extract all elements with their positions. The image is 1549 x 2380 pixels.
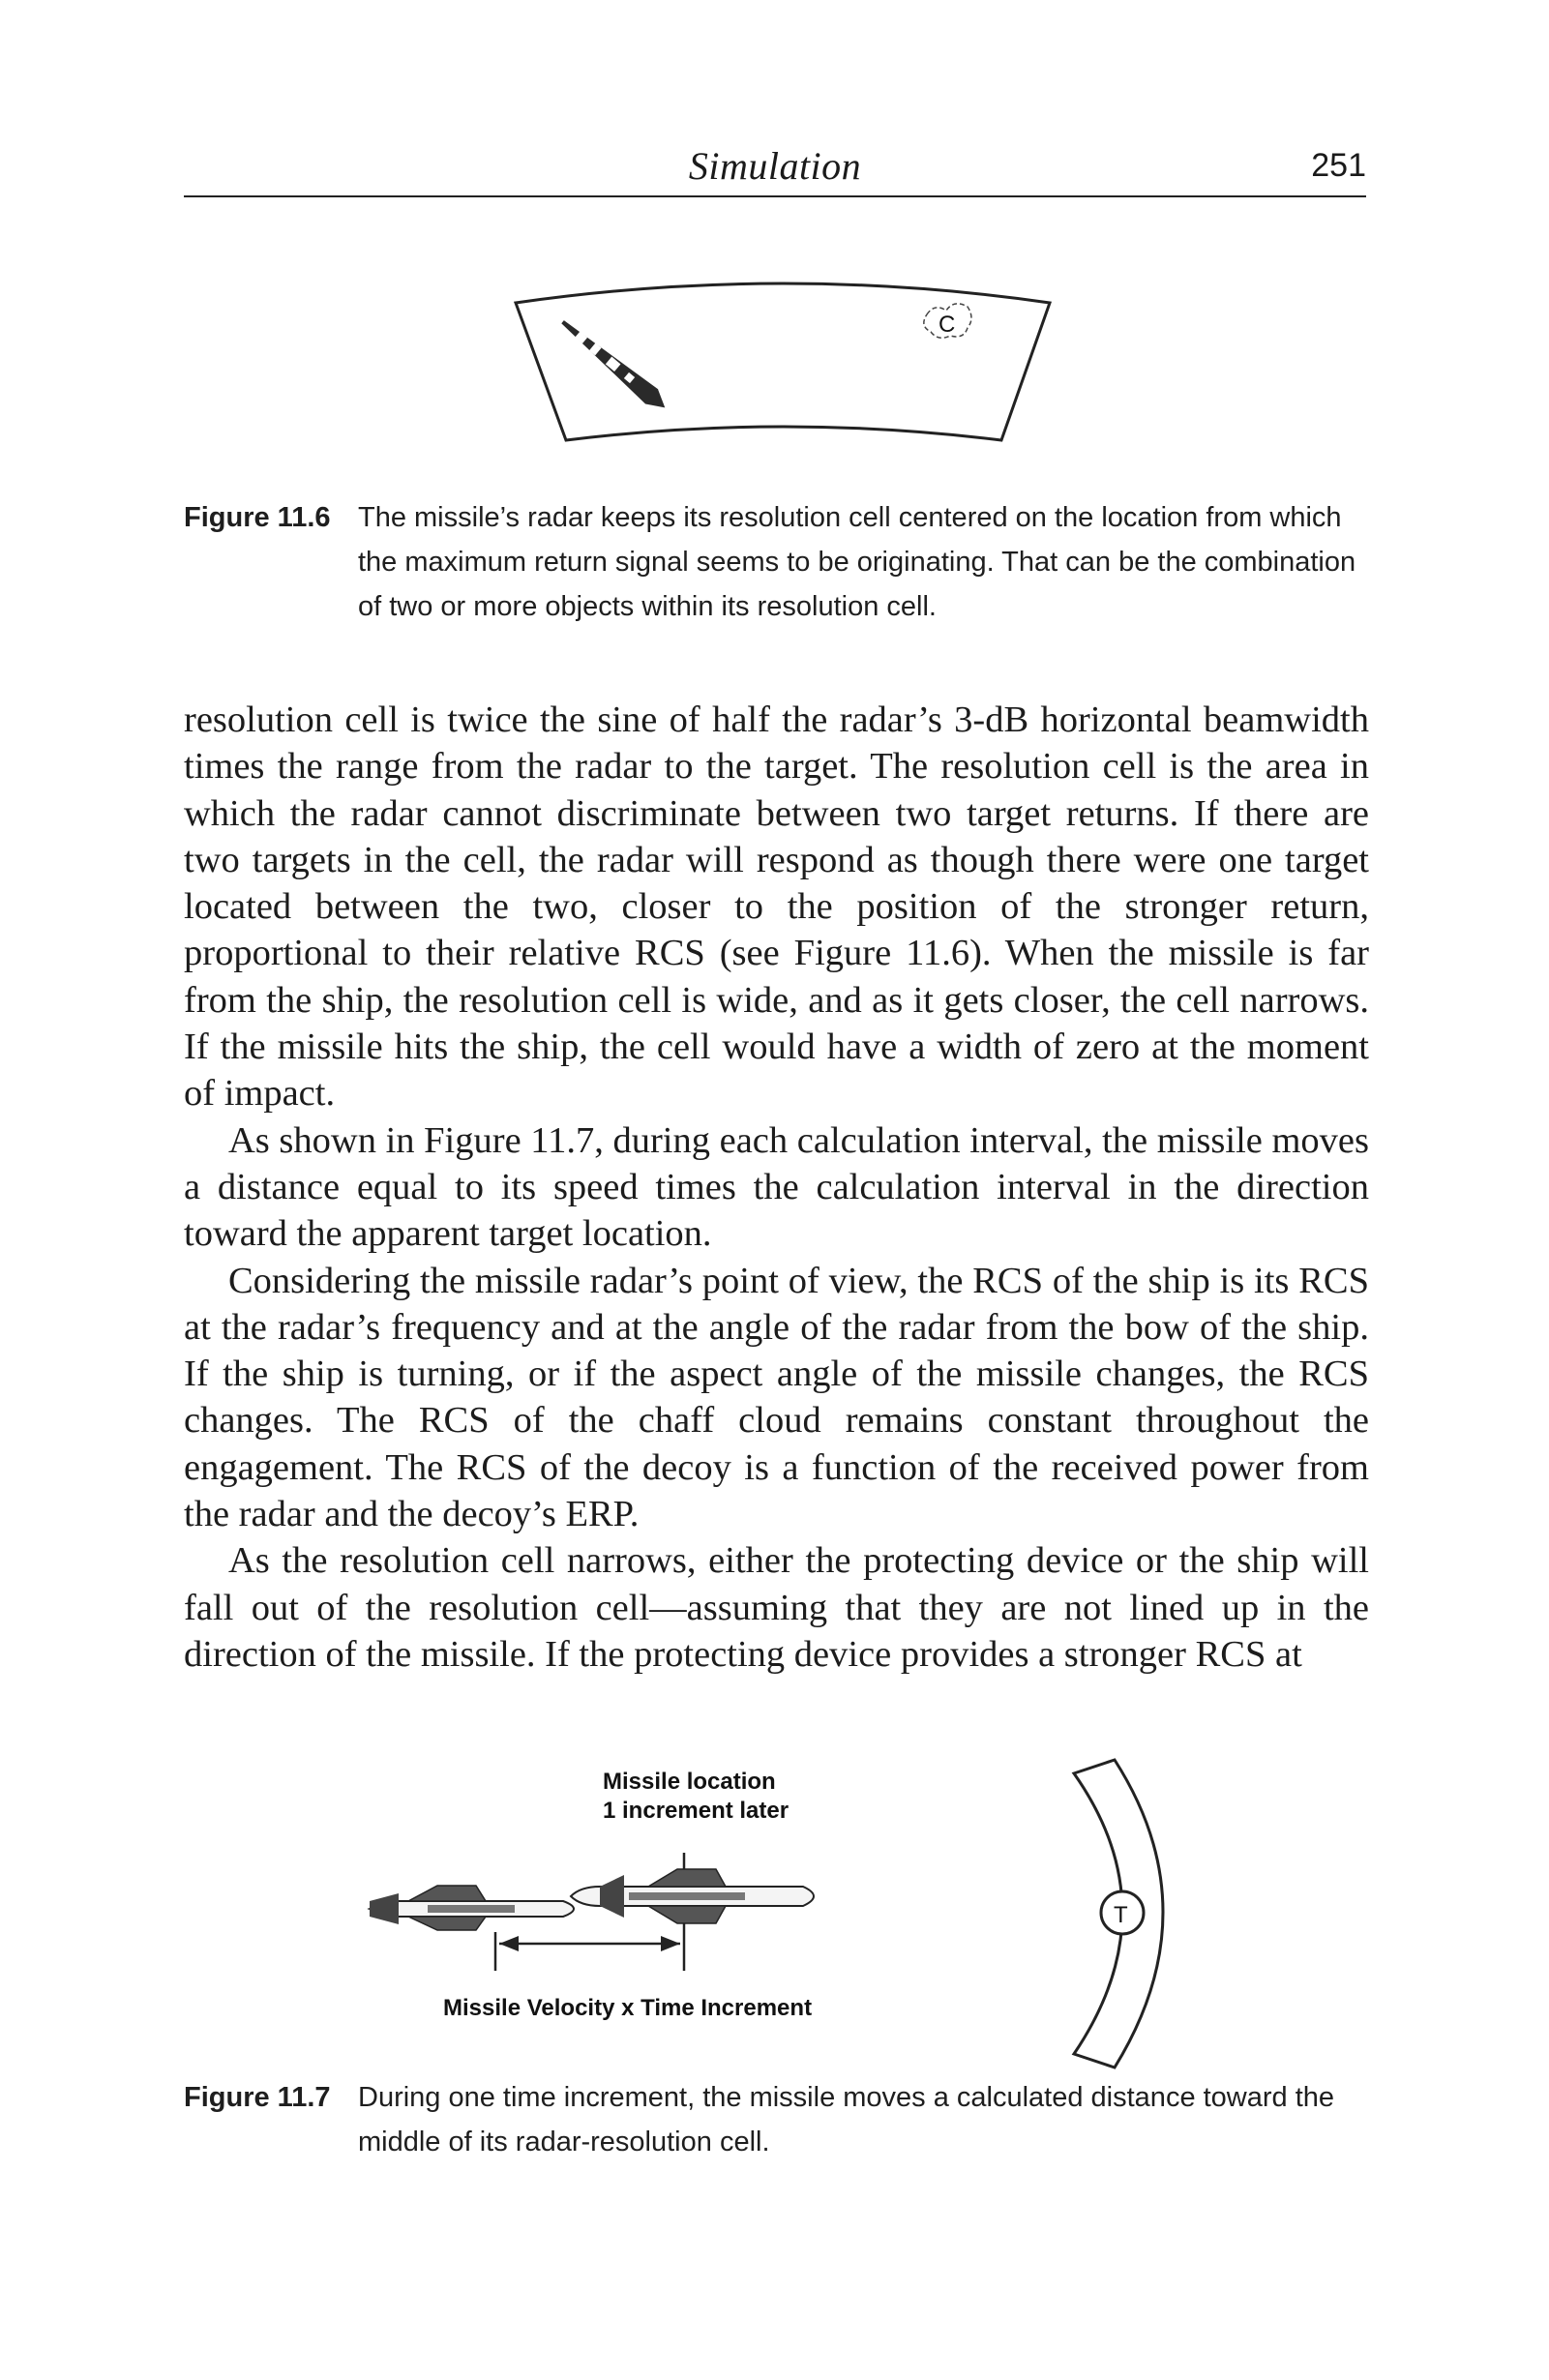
- running-title: Simulation: [688, 144, 862, 188]
- velocity-label: Missile Velocity x Time Increment: [443, 1995, 813, 2021]
- figure-label: Figure 11.7: [184, 2082, 331, 2113]
- missile-later-icon: [571, 1869, 814, 1923]
- resolution-cell-diagram: [513, 276, 1055, 455]
- chaff-label: C: [938, 312, 956, 338]
- ship-icon: [556, 314, 671, 415]
- figure-11-6-caption: [184, 495, 1369, 640]
- paragraph: Considering the missile radar’s point of view, the RCS of the ship is its RCS at the radar’s frequency and at the angle of the radar from the bow of the ship. If the ship is turning, or if the aspect angle of the missile changes, the RCS changes. The RCS of the chaff cloud remains constant throughout the engagement. The RCS of the decoy is a function of the received power from the radar and the decoy’s ERP.: [184, 1260, 1369, 1535]
- page-header: [184, 126, 1366, 197]
- location-label-line1: Missile location: [603, 1769, 776, 1795]
- target-label: T: [1114, 1902, 1128, 1928]
- paragraph: As the resolution cell narrows, either the protecting device or the ship will fall out of the resolution cell—assuming that they are not lined up in the direction of the missile. If the protecting device provides a stronger RCS at: [184, 1540, 1369, 1675]
- resolution-cell-outline: [516, 283, 1050, 440]
- paragraph: resolution cell is twice the sine of half the radar’s 3-dB horizontal beamwidth times the range from the radar to the target. The resolution cell is the area in which the radar cannot discriminate between two target returns. If there are two targets in the cell, the radar will respond as though there were one target located between the two, closer to the position of the stronger return, proportional to their relative RCS (see Figure 11.6). When the missile is far from the ship, the resolution cell is wide, and as it gets closer, the cell narrows. If the missile hits the ship, the cell would have a width of zero at the moment of impact.: [184, 699, 1369, 1115]
- missile-current-icon: [370, 1886, 574, 1930]
- figure-label: Figure 11.6: [184, 502, 331, 533]
- location-label-line2: 1 increment later: [603, 1798, 789, 1824]
- caption-text: The missile’s radar keeps its resolution cell centered on the location from which the maximum return signal seems to be originating. That can be the combination of two or more objects within its resolution cell.: [358, 502, 1356, 622]
- figure-11-7-illustration: [358, 1756, 1209, 2075]
- missile-increment-diagram: [358, 1756, 1209, 2075]
- body-text: [184, 697, 1369, 1678]
- caption-text: During one time increment, the missile moves a calculated distance toward the middle of its radar-resolution cell.: [358, 2082, 1335, 2157]
- figure-11-6-illustration: [513, 276, 1055, 455]
- figure-11-7-caption: [184, 2075, 1369, 2172]
- paragraph: As shown in Figure 11.7, during each calculation interval, the missile moves a distance equal to its speed times the calculation interval in the direction toward the apparent target location.: [184, 1119, 1370, 1255]
- page-number: 251: [1311, 147, 1366, 184]
